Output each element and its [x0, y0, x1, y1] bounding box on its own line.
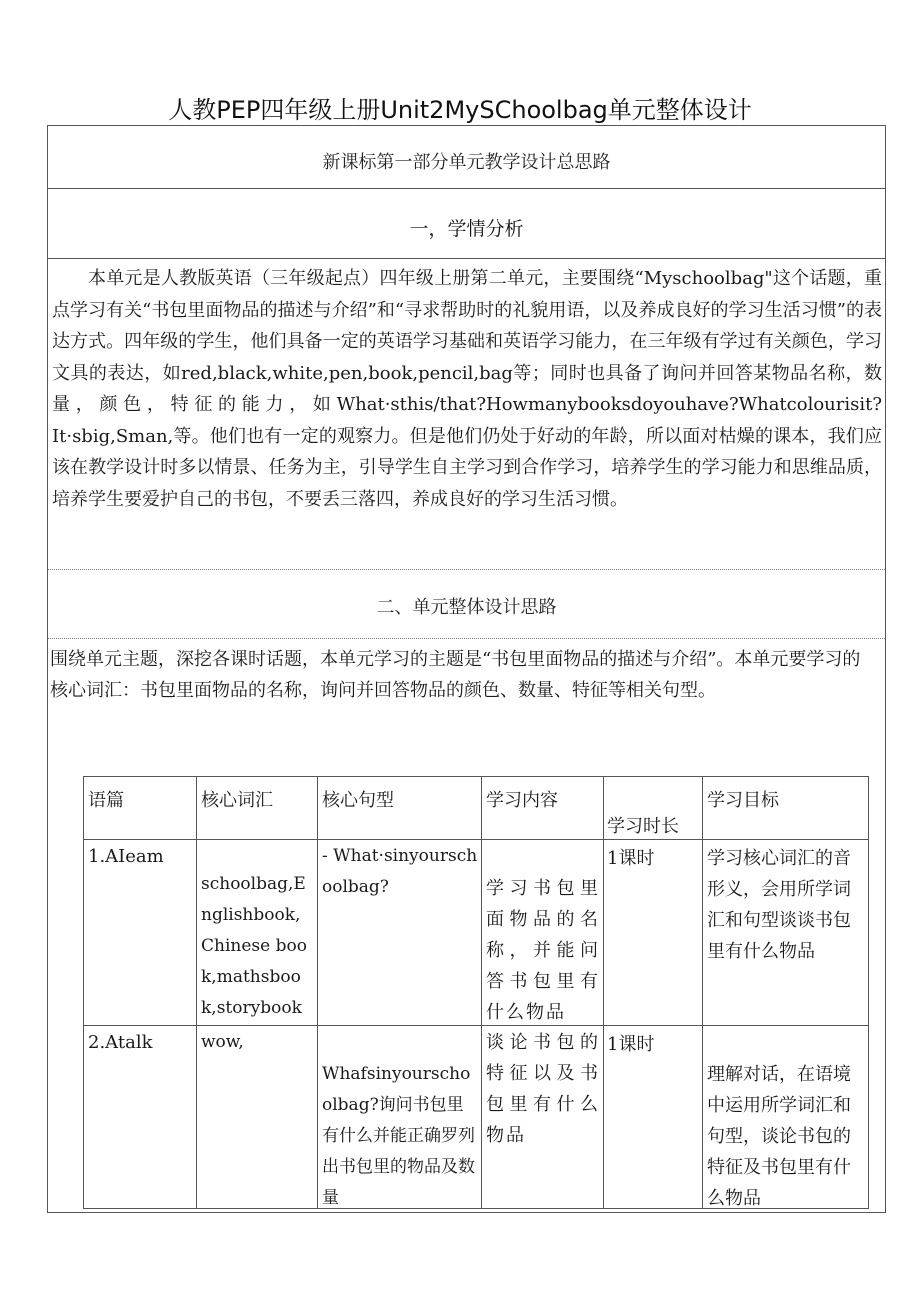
- section1-text: 本单元是人教版英语（三年级起点）四年级上册第二单元，主要围绕“Myschoolbag"这个话题，重点学习有关“书包里面物品的描述与介绍”和“寻求帮助时的礼貌用语，以及养成良好的学习生活习惯”的表达方式。四年级的学生，他们具备一定的英语学习基础和英语学习能力，在三年级有学过有关颜色，学习文具的表达，如red,black,white,pen,book,pencil,bag等；同时也具备了询问并回答某物品名称，数量，颜色，特征的能力，如What·sthis/that?Howmanybooksdoyouhave?Whatcolourisit?It·sbig,Sman,等。他们也有一定的观察力。但是他们仍处于好动的年龄，所以面对枯燥的课本，我们应该在教学设计时多以情景、任务为主，引导学生自主学习到合作学习，培养学生的学习能力和思维品质，培养学生要爱护自己的书包，不要丢三落四，养成良好的学习生活习惯。: [52, 268, 882, 510]
- design-table: [47, 125, 886, 1213]
- header-vocab: 核心词汇: [201, 790, 273, 811]
- divider: [48, 188, 885, 189]
- header-content: 学习内容: [486, 790, 558, 811]
- row2-sentence: Whafsinyourschoolbag?询问书包里有什么并能正确罗列出书包里的物品及数量: [322, 1064, 475, 1208]
- divider: [48, 638, 885, 639]
- row1-passage: 1.AIeam: [88, 846, 164, 867]
- row2-goal: 理解对话，在语境中运用所学词汇和句型，谈论书包的特征及书包里有什么物品: [707, 1064, 851, 1209]
- header-passage: 语篇: [88, 790, 124, 811]
- document-title: 人教PEP四年级上册Unit2MySChoolbag单元整体设计: [168, 96, 752, 124]
- header-goal: 学习目标: [707, 790, 779, 811]
- section-header: 新课标第一部分单元教学设计总思路: [322, 152, 611, 173]
- unit-plan-table: [83, 776, 869, 1209]
- row1-goal: 学习核心词汇的音形义，会用所学词汇和句型谈谈书包里有什么物品: [707, 848, 851, 962]
- row2-vocab: wow,: [201, 1032, 244, 1052]
- section2-body: 围绕单元主题，深挖各课时话题，本单元学习的主题是“书包里面物品的描述与介绍”。本单元要学习的核心词汇：书包里面物品的名称，询问并回答物品的颜色、数量、特征等相关句型。: [50, 649, 861, 701]
- header-sentence: 核心句型: [322, 790, 394, 811]
- row1-duration: 1课时: [607, 848, 655, 869]
- section1-body: [52, 263, 882, 515]
- header-duration: 学习时长: [607, 816, 679, 837]
- row1-vocab: schoolbag,Englishbook,Chinese book,mathsbook,storybook: [201, 874, 307, 1018]
- row2-content: 谈论书包的特征以及书包里有什么物品: [486, 1032, 600, 1146]
- row1-content: 学习书包里面物品的名称，并能问答书包里有什么物品: [486, 878, 600, 1023]
- divider: [48, 569, 885, 570]
- section2-title: 二、单元整体设计思路: [376, 597, 557, 618]
- row2-duration: 1课时: [607, 1034, 655, 1055]
- divider: [48, 258, 885, 259]
- row2-passage: 2.Atalk: [88, 1032, 153, 1053]
- section1-title: 一，学情分析: [409, 218, 524, 240]
- row1-sentence: - What·sinyourschoolbag?: [322, 846, 478, 897]
